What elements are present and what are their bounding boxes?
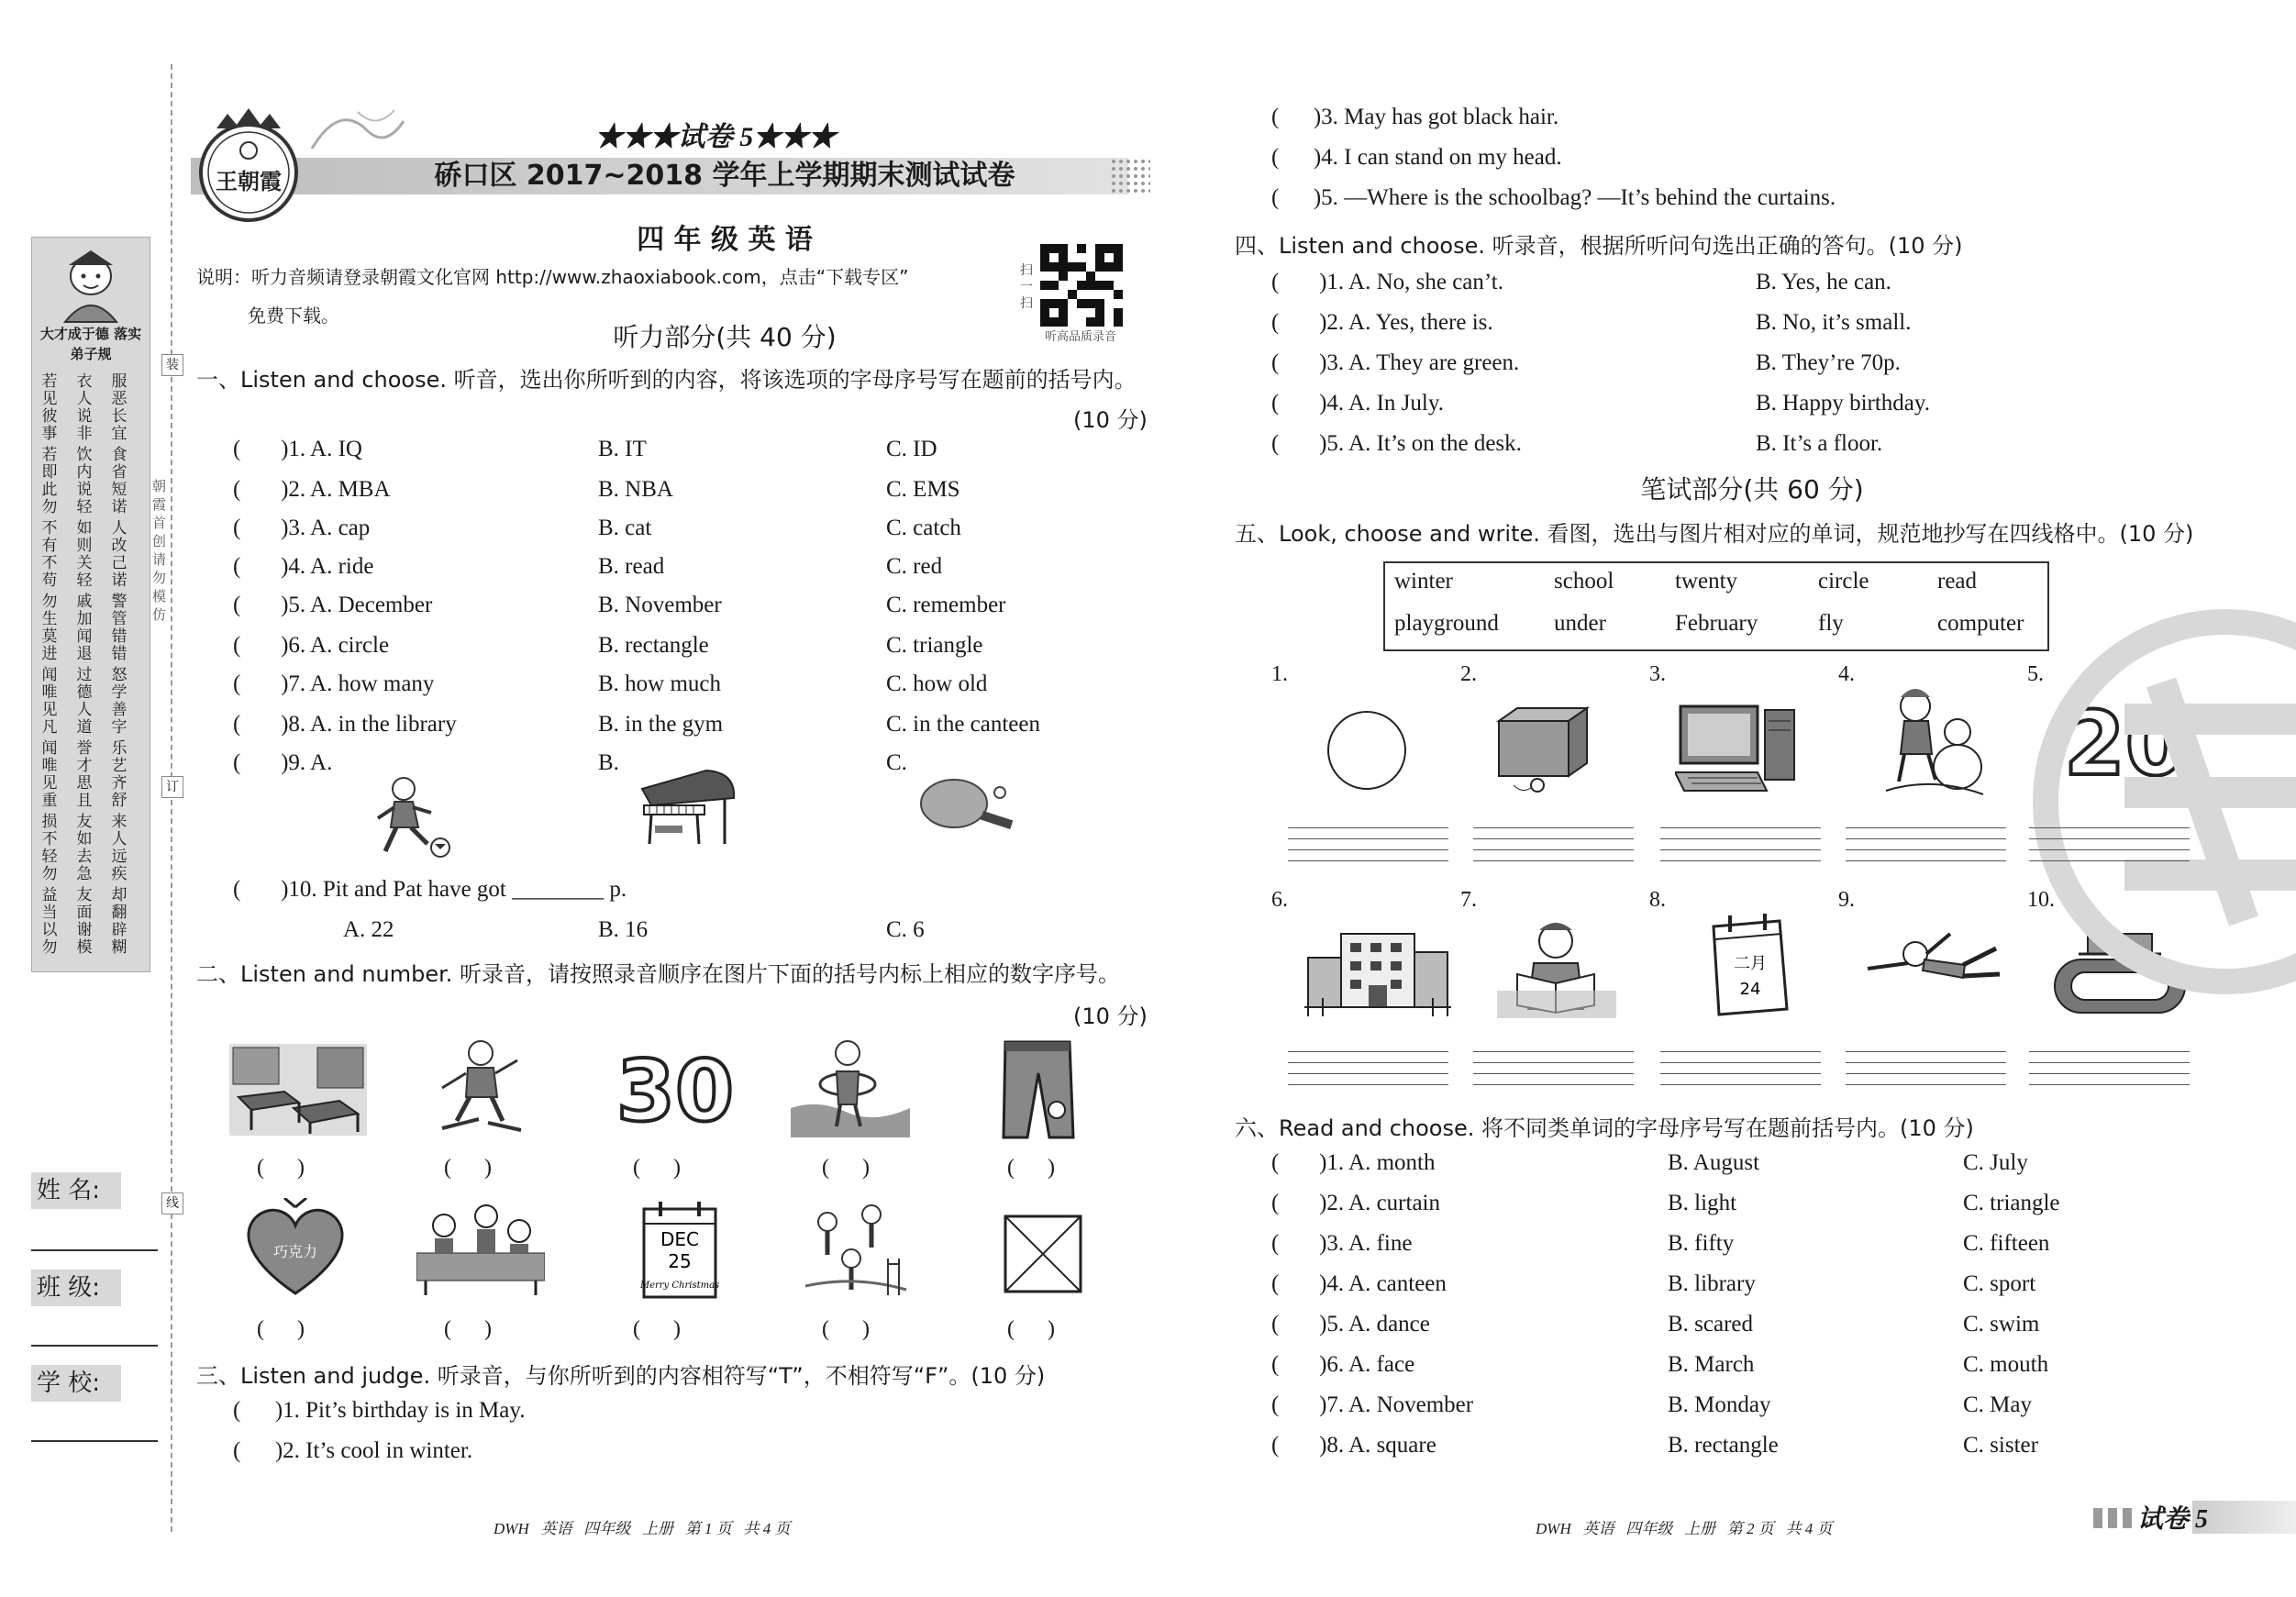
s4-item-3-stem: ( )3. A. They are green. [1271,350,1520,375]
exam-title: 硚口区 2017~2018 学年上学期期末测试试卷 [434,160,1015,192]
winter-snowman-icon [1877,681,1987,800]
word-bank-word: playground [1394,611,1499,636]
heart-gift-box-icon [240,1198,350,1299]
s5-number: 10. [2027,888,2055,912]
word-bank-word: twenty [1675,569,1738,593]
motto-line: 友面谢模 [76,886,93,957]
motto-line: 食省短诺 [111,446,128,516]
motto-line: 损不轻勿 [41,813,58,883]
school-building-icon [1304,921,1451,1016]
s1-item-5-option-c: C. remember [886,593,1006,617]
s1-item-4-option-b: B. read [598,554,665,579]
s6-item-7-option-b: B. Monday [1668,1392,1771,1417]
four-line-writing-grid[interactable] [1846,827,2006,870]
dot-pattern-decoration [1110,158,1150,194]
name-field[interactable] [31,1249,158,1251]
motto-line: 闻唯见凡 [41,666,58,737]
s3-item-1: ( )1. Pit’s birthday is in May. [233,1398,526,1423]
s6-item-3-option-b: B. fifty [1668,1231,1735,1256]
s1-item-4-stem: ( )4. A. ride [233,554,374,579]
four-line-writing-grid[interactable] [2029,1051,2190,1093]
s5-number: 6. [1271,888,1288,912]
calendar-day: 25 [668,1250,692,1272]
footer-right: DWH 英语 四年级 上册 第 2 页 共 4 页 [1536,1520,1833,1537]
s5-number: 4. [1838,662,1855,686]
word-bank-word: school [1554,569,1614,593]
s1-item-9-stem: ( )9. A. [233,750,333,775]
s1-item-3-option-b: B. cat [598,516,652,540]
four-line-writing-grid[interactable] [1473,827,1634,870]
section4-title: 四、Listen and choose. 听录音，根据所听问句选出正确的答句。(10 分) [1235,233,1963,259]
motto-line: 不有不苟 [41,519,58,590]
s1-item-3-stem: ( )3. A. cap [233,516,371,540]
q10-row [233,877,627,903]
s5-number: 5. [2027,662,2044,686]
s2-answer-paren[interactable]: ( ) [444,1156,492,1180]
s6-item-1-option-c: C. July [1963,1150,2028,1175]
school-label: 学 校: [31,1365,121,1402]
motto-line: 却翻辟糊 [111,886,128,957]
s6-item-5-stem: ( )5. A. dance [1271,1312,1430,1336]
motto-line: 乐艺齐舒 [111,739,128,810]
notice-vertical-text: 朝霞首创 请勿模仿 [152,478,167,623]
s6-item-8-option-b: B. rectangle [1668,1433,1779,1458]
qr-code-icon[interactable] [1040,244,1123,327]
s4-item-4-option-b: B. Happy birthday. [1756,391,1931,416]
audio-note-cont: 免费下载。 [248,305,339,327]
q10-option-c: C. 6 [886,917,925,942]
four-line-writing-grid[interactable] [1660,1051,1821,1093]
s6-item-1-option-b: B. August [1668,1150,1760,1175]
writing-part-heading: 笔试部分(共 60 分) [1640,474,1864,505]
crossed-box-icon [1004,1214,1082,1293]
s2-answer-paren[interactable]: ( ) [1007,1317,1055,1341]
s6-item-1-stem: ( )1. A. month [1271,1150,1436,1175]
name-label: 姓 名: [31,1172,121,1209]
s6-item-6-option-c: C. mouth [1963,1352,2049,1377]
four-line-writing-grid[interactable] [1288,1051,1448,1093]
exam-number: ★★★试卷 5★★★ [594,122,837,152]
s1-item-1-option-c: C. ID [886,437,937,461]
s1-item-1-option-b: B. IT [598,437,647,461]
s1-item-2-option-b: B. NBA [598,477,673,502]
s6-item-6-stem: ( )6. A. face [1271,1352,1415,1377]
qr-caption: 听高品质录音 [1044,330,1116,344]
footer-badge-squares [2093,1508,2135,1528]
s5-number: 8. [1649,888,1666,912]
s6-item-2-option-c: C. triangle [1963,1191,2060,1215]
heart-box-label: 巧克力 [272,1243,318,1260]
pic-calendar-month: 二月 [1734,954,1767,973]
s2-answer-paren[interactable]: ( ) [257,1156,305,1180]
watermark-seal-icon [2024,609,2296,994]
circle-shape-icon [1315,706,1422,794]
s4-item-2-stem: ( )2. A. Yes, there is. [1271,310,1493,335]
s1-item-5-option-b: B. November [598,593,722,617]
s1-item-3-option-c: C. catch [886,516,961,540]
motto-line: 如则关轻 [76,519,93,590]
s6-item-7-stem: ( )7. A. November [1271,1392,1474,1417]
number-thirty: 30 [616,1042,735,1140]
footer-left: DWH 英语 四年级 上册 第 1 页 共 4 页 [494,1520,791,1537]
s6-item-2-option-b: B. light [1668,1191,1737,1215]
s4-item-3-option-b: B. They’re 70p. [1756,350,1901,375]
word-bank-word: February [1675,611,1758,636]
s5-number: 3. [1649,662,1666,686]
qr-side-label: 扫一扫 [1020,263,1033,311]
motto-line: 戚加闻退 [76,593,93,663]
s1-item-2-option-c: C. EMS [886,477,960,502]
motto-line: 人改己诺 [111,519,128,590]
fold-mark-2: 订 [161,776,183,798]
word-bank-word: winter [1394,569,1453,593]
piano-icon [633,761,743,853]
s2-answer-paren[interactable]: ( ) [633,1317,681,1341]
four-line-writing-grid[interactable] [1288,827,1448,870]
class-label: 班 级: [31,1270,121,1306]
christmas-calendar-icon [638,1198,721,1301]
subject-title: 四 年 级 英 语 [637,224,813,256]
skiing-kid-icon [429,1033,530,1141]
s1-item-5-stem: ( )5. A. December [233,593,433,617]
section2-score: (10 分) [1073,1004,1148,1029]
fold-mark-3: 线 [161,1192,183,1214]
classroom-desks-icon [229,1044,367,1136]
s4-item-4-stem: ( )4. A. In July. [1271,391,1444,416]
s5-number: 9. [1838,888,1855,912]
calendar-month: DEC [660,1228,700,1250]
s6-item-5-option-b: B. scared [1668,1312,1754,1336]
word-bank-word: computer [1937,611,2024,636]
s1-item-1-stem: ( )1. A. IQ [233,437,362,461]
four-line-writing-grid[interactable] [1473,1051,1634,1093]
s2-answer-paren[interactable]: ( ) [822,1317,870,1341]
listening-part-heading: 听力部分(共 40 分) [613,322,837,352]
flying-boy-icon [1862,926,2005,1004]
motto-line: 若见彼事 [41,372,58,443]
classroom-kids-icon [416,1198,545,1299]
section3-title: 三、Listen and judge. 听录音，与你所听到的内容相符写“T”，不相符写“F”。(10 分) [196,1363,1046,1389]
s4-item-5-stem: ( )5. A. It’s on the desk. [1271,431,1522,456]
svg-text:王朝霞: 王朝霞 [216,168,282,194]
s2-answer-paren[interactable]: ( ) [257,1317,305,1341]
word-bank-word: circle [1818,569,1869,593]
boy-playing-football-icon [367,771,459,862]
s1-item-8-stem: ( )8. A. in the library [233,712,457,737]
s1-item-8-option-c: C. in the canteen [886,712,1040,737]
s3-item-3: ( )3. May has got black hair. [1271,105,1559,129]
motto-line: 怒学善字 [111,666,128,737]
section1-title: 一、Listen and choose. 听音，选出你所听到的内容，将该选项的字母序号写在题前的括号内。 [196,367,1137,393]
s4-item-2-option-b: B. No, it’s small. [1756,310,1912,335]
logo-seal-icon [189,101,308,229]
s6-item-2-stem: ( )2. A. curtain [1271,1191,1440,1215]
motto-line: 勿生莫进 [41,593,58,663]
box-under-icon [1495,703,1596,794]
fold-mark-1: 装 [161,354,183,376]
section1-score: (10 分) [1073,407,1148,433]
motto-line: 闻唯见重 [41,739,58,810]
motto-line: 过德人道 [76,666,93,737]
playground-kids-icon [800,1194,910,1301]
s1-item-6-option-c: C. triangle [886,633,983,658]
s2-answer-paren[interactable]: ( ) [1007,1156,1055,1180]
trousers-icon [996,1037,1079,1141]
s4-item-1-stem: ( )1. A. No, she can’t. [1271,270,1503,294]
s6-item-6-option-b: B. March [1668,1352,1755,1377]
number-twenty: 20 [2064,693,2187,795]
motto-line: 警管错错 [111,593,128,663]
s1-item-7-option-c: C. how old [886,671,988,696]
s4-item-5-option-b: B. It’s a floor. [1756,431,1883,456]
school-field[interactable] [31,1440,158,1442]
motto-line: 饮内说轻 [76,446,93,516]
february-calendar-icon [1703,914,1791,1016]
motto-line: 若即此勿 [41,446,58,516]
s6-item-5-option-c: C. swim [1963,1312,2040,1336]
s1-item-6-stem: ( )6. A. circle [233,633,390,658]
s1-item-2-stem: ( )2. A. MBA [233,477,391,502]
motto-title: 大才成于德 落实弟子规 [39,326,142,362]
class-field[interactable] [31,1345,158,1347]
computer-icon [1675,703,1803,798]
s2-answer-paren[interactable]: ( ) [633,1156,681,1180]
s1-item-8-option-b: B. in the gym [598,712,724,737]
q10-option-a: A. 22 [343,917,394,942]
s6-item-8-stem: ( )8. A. square [1271,1433,1436,1458]
motto-line: 服恶长宜 [111,372,128,443]
q10-option-b: B. 16 [598,917,649,942]
section6-title: 六、Read and choose. 将不同类单词的字母序号写在题前括号内。(10 分) [1235,1115,1974,1141]
audio-note: 说明：听力音频请登录朝霞文化官网 http://www.zhaoxiabook.com，点击“下载专区” [196,266,909,288]
s4-item-1-option-b: B. Yes, he can. [1756,270,1891,294]
binding-dashed-line [171,64,172,1532]
four-line-writing-grid[interactable] [1846,1051,2006,1093]
beach-swimmer-icon [791,1035,910,1137]
word-bank-word: under [1554,611,1606,636]
s2-answer-paren[interactable]: ( ) [444,1317,492,1341]
section2-title: 二、Listen and number. 听录音，请按照录音顺序在图片下面的括号内标上相应的数字序号。 [196,961,1121,987]
s1-item-9-option-b: B. [598,750,619,775]
word-bank-word: read [1937,569,1978,593]
s6-item-3-stem: ( )3. A. fine [1271,1231,1413,1256]
s5-number: 1. [1271,662,1288,686]
s3-item-4: ( )4. I can stand on my head. [1271,145,1562,170]
footer-badge: 试卷 5 [2137,1505,2209,1534]
s3-item-2: ( )2. It’s cool in winter. [233,1438,473,1463]
s6-item-4-stem: ( )4. A. canteen [1271,1271,1447,1296]
motto-line: 来人远疾 [111,813,128,883]
s1-item-9-option-c: C. [886,750,907,775]
s5-number: 7. [1460,888,1477,912]
s1-item-7-option-b: B. how much [598,671,722,696]
motto-panel [31,237,150,972]
word-bank-word: fly [1818,611,1844,636]
ribbon-decoration-icon [303,103,413,158]
pic-calendar-day: 24 [1739,980,1761,999]
s6-item-8-option-c: C. sister [1963,1433,2038,1458]
s2-answer-paren[interactable]: ( ) [822,1156,870,1180]
s1-item-4-option-c: C. red [886,554,943,579]
s6-item-4-option-b: B. library [1668,1271,1756,1296]
s6-item-4-option-c: C. sport [1963,1271,2036,1296]
s6-item-7-option-c: C. May [1963,1392,2032,1417]
motto-line: 誉才思且 [76,739,93,810]
s5-number: 2. [1460,662,1477,686]
motto-line: 衣人说非 [76,372,93,443]
boy-reading-icon [1497,917,1616,1018]
scholar-figure-icon [32,243,150,326]
motto-line: 友如去急 [76,813,93,883]
calendar-caption: Merry Christmas [639,1281,720,1291]
four-line-writing-grid[interactable] [1660,827,1821,870]
q10-text: ( )10. Pit and Pat have got ________ p. [233,877,627,902]
s1-item-7-stem: ( )7. A. how many [233,671,435,696]
section5-title: 五、Look, choose and write. 看图，选出与图片相对应的单词，规范地抄写在四线格中。(10 分) [1235,521,2194,547]
s3-item-5: ( )5. —Where is the schoolbag? —It’s behind the curtains. [1271,185,1836,210]
ping-pong-paddle-icon [917,774,1018,838]
four-line-writing-grid[interactable] [2029,827,2190,870]
s6-item-3-option-c: C. fifteen [1963,1231,2050,1256]
s1-item-6-option-b: B. rectangle [598,633,709,658]
motto-line: 益当以勿 [41,886,58,957]
